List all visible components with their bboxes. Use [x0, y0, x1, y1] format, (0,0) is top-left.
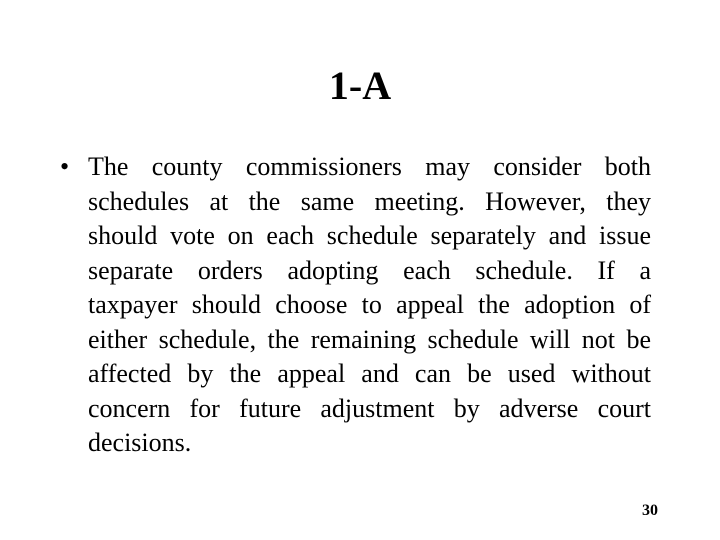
bullet-item	[60, 150, 660, 461]
page-number: 30	[642, 502, 658, 519]
bullet-text: The county commissioners may consider both schedules at the same meeting. However, they should vote on each schedule separately and issue separate orders adopting each schedule. If a taxpayer should choose to appeal the adoption of either schedule, the remaining schedule will not be affected by the appeal and can be used without concern for future adjustment by adverse court decisions.	[88, 152, 651, 457]
slide-title: 1-A	[328, 63, 392, 108]
bullet-marker: •	[60, 152, 70, 181]
